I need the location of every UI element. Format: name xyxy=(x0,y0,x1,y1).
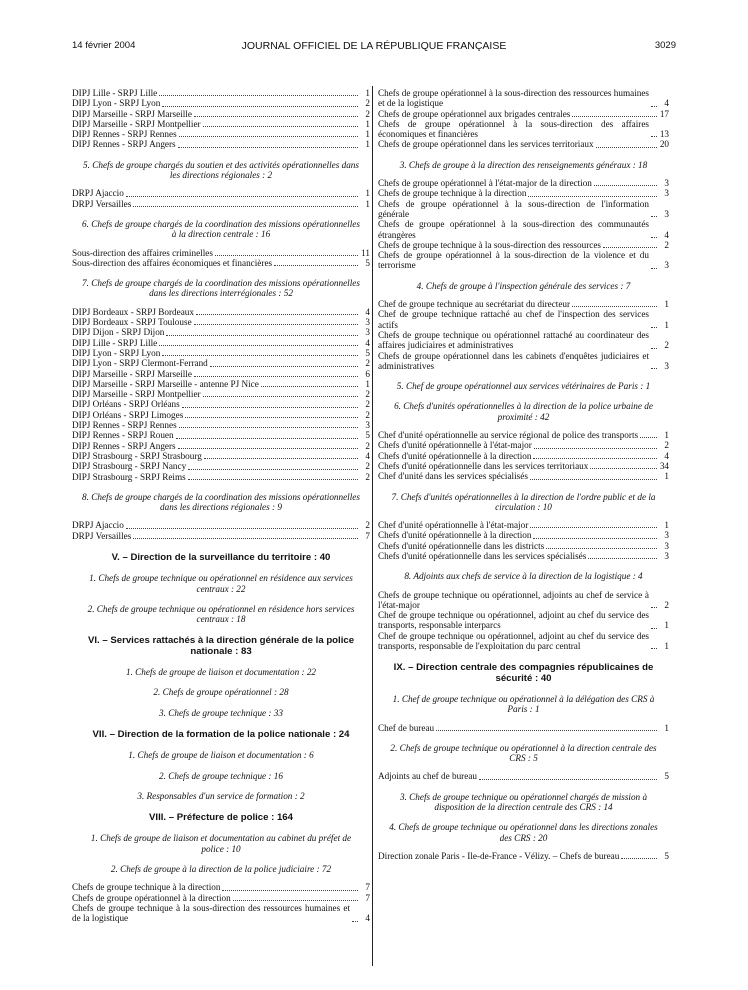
item-label: DIPJ Rennes - SRPJ Rennes xyxy=(72,129,177,140)
subsection-heading: 2. Chefs de groupe technique : 16 xyxy=(159,770,283,781)
item-count: 4 xyxy=(365,450,370,461)
dot-leader xyxy=(651,106,657,107)
item-count: 1 xyxy=(664,299,669,310)
list-item xyxy=(378,178,669,188)
item-label: Sous-direction des affaires criminelles xyxy=(72,247,213,258)
item-label: Chefs d'unité opérationnelle dans les services spécialisés xyxy=(378,550,587,561)
subsection-heading: 1. Chefs de groupe technique ou opérationnel en résidence aux services centraux : 22 xyxy=(89,573,353,594)
item-label: DIPJ Marseille - SRPJ Marseille xyxy=(72,108,192,119)
item-count: 4 xyxy=(365,337,370,348)
item-label: Chefs de groupe opérationnel dans les services territoriaux xyxy=(378,139,594,150)
subsection-heading: 2. Chefs de groupe technique ou opérationnel en résidence hors services centraux : 18 xyxy=(87,603,355,625)
item-label: Adjoints au chef de bureau xyxy=(378,771,477,782)
dot-leader xyxy=(533,458,657,459)
item-label: Chefs de groupe opérationnel à la sous-direction de l'information générale xyxy=(378,198,649,219)
item-label: Chef de bureau xyxy=(378,722,435,733)
list-item xyxy=(72,188,370,198)
list-item xyxy=(378,723,669,733)
dot-leader xyxy=(126,528,358,529)
list-item xyxy=(72,248,370,258)
dot-leader xyxy=(133,206,358,207)
list-item xyxy=(72,472,370,482)
list-item xyxy=(378,771,669,781)
dot-leader xyxy=(261,386,358,387)
dot-leader xyxy=(651,607,657,608)
subsection-heading: 1. Chefs de groupe de liaison et documentation : 6 xyxy=(128,750,314,761)
list-item xyxy=(72,307,370,317)
item-count: 3 xyxy=(365,317,370,328)
journal-title: JOURNAL OFFICIEL DE LA RÉPUBLIQUE FRANÇAISE xyxy=(241,40,507,52)
item-count: 1 xyxy=(365,129,370,140)
item-count: 4 xyxy=(365,306,370,317)
dot-leader xyxy=(215,255,358,256)
item-label: Chef de groupe technique au secrétariat du directeur xyxy=(378,299,571,310)
list-item xyxy=(378,541,669,551)
item-count: 2 xyxy=(365,358,370,369)
item-count: 3 xyxy=(664,360,669,371)
item-label: Chef de groupe technique ou opérationnel, adjoint au chef du service des transports, responsable interparcs xyxy=(378,610,649,631)
list-item xyxy=(378,219,669,240)
item-count: 5 xyxy=(664,850,669,861)
section-heading: V. – Direction de la surveillance du territoire : 40 xyxy=(111,551,331,563)
dot-leader xyxy=(222,890,358,891)
dot-leader xyxy=(133,538,358,539)
item-label: Chef de groupe technique ou opérationnel, adjoint au chef du service des transports, responsable de l'exploitation du parc central xyxy=(378,630,649,652)
item-count: 2 xyxy=(664,599,669,610)
dot-leader xyxy=(528,196,657,197)
item-label: DRPJ Ajaccio xyxy=(72,520,124,531)
dot-leader xyxy=(162,355,358,356)
list-item xyxy=(72,461,370,471)
item-count: 2 xyxy=(664,239,669,250)
item-label: DIPJ Rennes - SRPJ Rennes xyxy=(72,420,177,431)
list-item xyxy=(378,330,669,351)
section-heading: VIII. – Préfecture de police : 164 xyxy=(149,812,293,824)
dot-leader xyxy=(162,106,358,107)
list-item xyxy=(72,317,370,327)
item-label: DRPJ Versailles xyxy=(72,198,132,209)
list-item xyxy=(72,348,370,358)
item-label: DIPJ Orléans - SRPJ Limoges xyxy=(72,409,184,420)
list-item xyxy=(378,109,669,119)
right-column xyxy=(378,88,669,861)
item-label: DIPJ Strasbourg - SRPJ Nancy xyxy=(72,461,187,472)
list-item xyxy=(72,379,370,389)
item-count: 3 xyxy=(664,178,669,189)
list-item xyxy=(72,882,370,892)
item-label: DIPJ Orléans - SRPJ Orléans xyxy=(72,399,180,410)
item-label: Chefs de groupe opérationnel à la sous-direction des affaires économiques et financières xyxy=(378,118,649,140)
list-item xyxy=(72,98,370,108)
item-label: DIPJ Strasbourg - SRPJ Reims xyxy=(72,471,186,482)
list-item xyxy=(72,531,370,541)
item-count: 3 xyxy=(664,208,669,219)
item-label: DRPJ Ajaccio xyxy=(72,188,124,199)
item-count: 5 xyxy=(365,347,370,358)
item-label: DIPJ Lille - SRPJ Lille xyxy=(72,88,158,98)
list-item xyxy=(378,88,669,109)
list-item xyxy=(378,590,669,611)
list-item xyxy=(72,109,370,119)
list-item xyxy=(378,299,669,309)
item-label: Chefs d'unité opérationnelle à l'état-major xyxy=(378,440,532,451)
item-count: 2 xyxy=(365,520,370,531)
item-count: 5 xyxy=(365,430,370,441)
item-label: Chef d'unité dans les services spécialisés xyxy=(378,471,528,482)
item-label: DIPJ Bordeaux - SRPJ Toulouse xyxy=(72,317,192,328)
dot-leader xyxy=(534,448,657,449)
list-item xyxy=(72,441,370,451)
item-count: 2 xyxy=(365,399,370,410)
subsection-heading: 1. Chefs de groupe de liaison et documentation : 22 xyxy=(125,667,317,678)
item-label: Sous-direction des affaires économiques et financières xyxy=(72,257,273,268)
item-label: DIPJ Marseille - SRPJ Montpellier xyxy=(72,118,201,129)
item-count: 13 xyxy=(659,129,669,140)
subsection-heading: 4. Chefs de groupe technique ou opérationnel dans les directions zonales des CRS : 20 xyxy=(389,822,658,843)
item-count: 2 xyxy=(365,409,370,420)
dot-leader xyxy=(651,268,657,269)
list-item xyxy=(378,119,669,140)
page-number: 3029 xyxy=(654,40,676,51)
dot-leader xyxy=(596,147,657,148)
subsection-heading: 8. Chefs de groupe chargés de la coordination des missions opérationnelles dans les directions régionales : 9 xyxy=(82,491,360,513)
subsection-heading: 2. Chefs de groupe à la direction de la police judiciaire : 72 xyxy=(110,864,332,875)
dot-leader xyxy=(651,216,657,217)
item-label: Chefs de groupe opérationnel aux brigades centrales xyxy=(378,108,571,119)
item-label: Chefs de groupe opérationnel à la sous-direction des ressources humaines et de la logistique xyxy=(378,88,649,109)
list-item xyxy=(72,139,370,149)
subsection-heading: 6. Chefs d'unités opérationnelles à la direction de la police urbaine de proximité : 42 xyxy=(394,401,653,422)
dot-leader xyxy=(603,247,657,248)
item-count: 2 xyxy=(365,471,370,482)
dot-leader xyxy=(159,345,358,346)
dot-leader xyxy=(530,527,657,528)
dot-leader xyxy=(179,427,358,428)
list-item xyxy=(378,309,669,330)
item-count: 1 xyxy=(664,520,669,531)
dot-leader xyxy=(194,324,358,325)
subsection-heading: 2. Chefs de groupe opérationnel : 28 xyxy=(153,687,289,698)
item-count: 1 xyxy=(664,471,669,482)
dot-leader xyxy=(178,147,358,148)
list-item xyxy=(72,119,370,129)
item-count: 3 xyxy=(365,420,370,431)
item-label: Chefs d'unité opérationnelle à la direction xyxy=(378,530,532,541)
item-count: 1 xyxy=(365,139,370,150)
list-item xyxy=(72,420,370,430)
list-item xyxy=(72,369,370,379)
item-count: 7 xyxy=(365,882,370,893)
item-label: DIPJ Lyon - SRPJ Lyon xyxy=(72,98,161,109)
item-count: 2 xyxy=(365,108,370,119)
item-count: 17 xyxy=(659,108,669,119)
item-label: Chef d'unité opérationnelle à l'état-major xyxy=(378,520,529,531)
dot-leader xyxy=(590,468,657,469)
item-label: Chefs de groupe opérationnel dans les cabinets d'enquêtes judiciaires et administratives xyxy=(378,350,649,371)
list-item xyxy=(72,399,370,409)
item-count: 1 xyxy=(664,430,669,441)
issue-date: 14 février 2004 xyxy=(72,40,136,51)
item-count: 4 xyxy=(664,450,669,461)
list-item xyxy=(72,451,370,461)
section-heading: IX. – Direction centrale des compagnies républicaines de sécurité : 40 xyxy=(393,662,654,684)
list-item xyxy=(378,139,669,149)
item-label: DIPJ Strasbourg - SRPJ Strasbourg xyxy=(72,450,202,461)
dot-leader xyxy=(185,417,358,418)
list-item xyxy=(72,129,370,139)
list-item xyxy=(72,520,370,530)
item-count: 20 xyxy=(659,139,669,150)
item-count: 3 xyxy=(365,327,370,338)
item-count: 1 xyxy=(664,319,669,330)
item-count: 1 xyxy=(664,722,669,733)
item-count: 4 xyxy=(664,229,669,240)
item-count: 2 xyxy=(365,461,370,472)
list-item xyxy=(72,327,370,337)
dot-leader xyxy=(203,126,358,127)
dot-leader xyxy=(651,648,657,649)
dot-leader xyxy=(651,348,657,349)
list-item xyxy=(72,893,370,903)
item-count: 3 xyxy=(664,530,669,541)
item-label: Chefs de groupe opérationnel à la sous-direction de la violence et du terrorisme xyxy=(378,250,649,271)
item-count: 7 xyxy=(365,892,370,903)
dot-leader xyxy=(651,327,657,328)
item-label: Direction zonale Paris - Ile-de-France - Vélizy. – Chefs de bureau xyxy=(378,850,620,861)
list-item xyxy=(72,88,370,98)
item-count: 1 xyxy=(365,188,370,199)
item-count: 2 xyxy=(365,389,370,400)
subsection-heading: 3. Responsables d'un service de formation : 2 xyxy=(137,790,305,801)
item-label: DIPJ Lyon - SRPJ Clermont-Ferrand xyxy=(72,358,208,369)
dot-leader xyxy=(572,116,657,117)
item-count: 2 xyxy=(365,440,370,451)
dot-leader xyxy=(479,779,657,780)
item-label: DIPJ Marseille - SRPJ Marseille xyxy=(72,368,192,379)
item-count: 3 xyxy=(664,550,669,561)
item-count: 1 xyxy=(664,620,669,631)
item-count: 1 xyxy=(365,118,370,129)
item-count: 11 xyxy=(361,247,370,258)
item-count: 7 xyxy=(365,530,370,541)
page-header xyxy=(72,40,676,54)
dot-leader xyxy=(533,538,657,539)
subsection-heading: 3. Chefs de groupe technique ou opérationnel chargés de mission à disposition de la direction centrale des CRS : 14 xyxy=(399,791,648,813)
list-item xyxy=(378,351,669,372)
list-item xyxy=(378,430,669,440)
item-count: 34 xyxy=(659,460,669,471)
subsection-heading: 5. Chef de groupe opérationnel aux services vétérinaires de Paris : 1 xyxy=(396,381,651,392)
dot-leader xyxy=(233,900,358,901)
item-label: Chefs d'unité opérationnelle dans les services territoriaux xyxy=(378,460,589,471)
list-item xyxy=(378,471,669,481)
list-item xyxy=(378,530,669,540)
item-label: DRPJ Versailles xyxy=(72,530,132,541)
item-label: Chefs de groupe technique à la direction xyxy=(378,188,527,199)
list-item xyxy=(72,358,370,368)
item-label: DIPJ Rennes - SRPJ Angers xyxy=(72,440,176,451)
dot-leader xyxy=(179,136,358,137)
subsection-heading: 4. Chefs de groupe à l'inspection générale des services : 7 xyxy=(416,280,631,291)
subsection-heading: 7. Chefs d'unités opérationnelles à la direction de l'ordre public et de la circulation : 10 xyxy=(391,491,656,512)
section-heading: VII. – Direction de la formation de la police nationale : 24 xyxy=(92,728,350,740)
list-item xyxy=(378,610,669,631)
dot-leader xyxy=(436,730,657,731)
dot-leader xyxy=(651,628,657,629)
item-label: Chefs de groupe technique ou opérationnel, adjoints au chef de service à l'état-major xyxy=(378,589,649,610)
subsection-heading: 3. Chefs de groupe technique : 33 xyxy=(159,707,283,718)
dot-leader xyxy=(651,368,657,369)
item-count: 1 xyxy=(365,378,370,389)
dot-leader xyxy=(126,196,358,197)
item-label: DIPJ Rennes - SRPJ Rouen xyxy=(72,430,174,441)
item-count: 2 xyxy=(365,98,370,109)
dot-leader xyxy=(274,265,358,266)
dot-leader xyxy=(159,95,358,96)
subsection-heading: 5. Chefs de groupe chargés du soutien et des activités opérationnelles dans les directions régionales : 2 xyxy=(83,159,359,181)
item-count: 3 xyxy=(664,260,669,271)
list-item xyxy=(378,631,669,652)
item-label: DIPJ Marseille - SRPJ Marseille - antenne PJ Nice xyxy=(72,378,259,389)
item-count: 2 xyxy=(664,340,669,351)
item-count: 2 xyxy=(664,440,669,451)
list-item xyxy=(72,389,370,399)
list-item xyxy=(378,520,669,530)
subsection-heading: 6. Chefs de groupe chargés de la coordination des missions opérationnelles à la direction centrale : 16 xyxy=(82,218,360,240)
column-divider xyxy=(372,86,373,966)
dot-leader xyxy=(352,921,358,922)
list-item xyxy=(378,451,669,461)
dot-leader xyxy=(196,314,358,315)
item-count: 5 xyxy=(365,257,370,268)
item-label: Chefs de groupe technique ou opérationnel rattaché au coordinateur des affaires judiciaires et administratives xyxy=(378,329,649,351)
list-item xyxy=(72,258,370,268)
item-count: 3 xyxy=(664,540,669,551)
item-count: 4 xyxy=(664,98,669,109)
list-item xyxy=(378,188,669,198)
item-count: 5 xyxy=(664,771,669,782)
dot-leader xyxy=(188,469,358,470)
item-label: DIPJ Rennes - SRPJ Angers xyxy=(72,139,176,150)
item-label: DIPJ Dijon - SRPJ Dijon xyxy=(72,327,165,338)
dot-leader xyxy=(572,306,657,307)
dot-leader xyxy=(640,437,657,438)
item-label: Chefs de groupe technique à la sous-direction des ressources humaines et de la logistique xyxy=(72,902,350,924)
dot-leader xyxy=(166,335,358,336)
list-item xyxy=(72,338,370,348)
subsection-heading: 2. Chefs de groupe technique ou opérationnel à la direction centrale des CRS : 5 xyxy=(390,742,657,764)
item-label: Chefs de groupe opérationnel à l'état-major de la direction xyxy=(378,178,592,189)
dot-leader xyxy=(651,237,657,238)
dot-leader xyxy=(203,396,358,397)
dot-leader xyxy=(588,558,657,559)
item-count: 3 xyxy=(664,188,669,199)
left-column xyxy=(72,88,370,924)
dot-leader xyxy=(210,366,358,367)
item-label: Chefs de groupe opérationnel à la direction xyxy=(72,892,231,903)
item-label: DIPJ Lille - SRPJ Lille xyxy=(72,337,158,348)
dot-leader xyxy=(530,479,657,480)
subsection-heading: 1. Chef de groupe technique ou opérationnel à la délégation des CRS à Paris : 1 xyxy=(392,693,655,715)
list-item xyxy=(72,410,370,420)
dot-leader xyxy=(178,448,358,449)
item-label: Chefs de groupe technique à la direction xyxy=(72,882,221,893)
dot-leader xyxy=(194,116,358,117)
item-label: DIPJ Bordeaux - SRPJ Bordeaux xyxy=(72,306,194,317)
list-item xyxy=(378,199,669,220)
subsection-heading: 7. Chefs de groupe chargés de la coordination des missions opérationnelles dans les directions interrégionales : 52 xyxy=(82,278,360,299)
item-count: 1 xyxy=(365,198,370,209)
item-count: 1 xyxy=(365,88,370,98)
item-label: Chefs d'unité opérationnelle dans les districts xyxy=(378,540,545,551)
item-label: Chefs de groupe opérationnel à la sous-direction des communautés étrangères xyxy=(378,219,649,240)
item-count: 6 xyxy=(365,368,370,379)
item-count: 1 xyxy=(664,641,669,652)
list-item xyxy=(378,851,669,861)
list-item xyxy=(378,250,669,271)
subsection-heading: 3. Chefs de groupe à la direction des renseignements généraux : 18 xyxy=(399,159,648,170)
list-item xyxy=(72,430,370,440)
dot-leader xyxy=(176,438,358,439)
subsection-heading: 8. Adjoints aux chefs de service à la direction de la logistique : 4 xyxy=(404,571,643,582)
dot-leader xyxy=(651,136,657,137)
dot-leader xyxy=(621,858,657,859)
dot-leader xyxy=(546,548,657,549)
list-item xyxy=(72,199,370,209)
item-count: 4 xyxy=(365,913,370,924)
section-heading: VI. – Services rattachés à la direction générale de la police nationale : 83 xyxy=(87,635,355,657)
item-label: Chef d'unité opérationnelle au service régional de police des transports xyxy=(378,430,639,441)
item-label: Chefs de groupe technique à la sous-direction des ressources xyxy=(378,239,601,250)
dot-leader xyxy=(194,376,358,377)
subsection-heading: 1. Chefs de groupe de liaison et documentation au cabinet du préfet de police : 10 xyxy=(90,833,352,854)
list-item xyxy=(378,240,669,250)
item-label: Chef de groupe technique rattaché au chef de l'inspection des services actifs xyxy=(378,309,649,330)
item-label: DIPJ Marseille - SRPJ Montpellier xyxy=(72,389,201,400)
dot-leader xyxy=(204,458,358,459)
dot-leader xyxy=(182,407,358,408)
list-item xyxy=(378,551,669,561)
item-label: DIPJ Lyon - SRPJ Lyon xyxy=(72,347,161,358)
list-item xyxy=(378,440,669,450)
list-item xyxy=(378,461,669,471)
dot-leader xyxy=(594,185,657,186)
item-label: Chefs d'unité opérationnelle à la direction xyxy=(378,450,532,461)
dot-leader xyxy=(188,479,358,480)
list-item xyxy=(72,903,370,924)
